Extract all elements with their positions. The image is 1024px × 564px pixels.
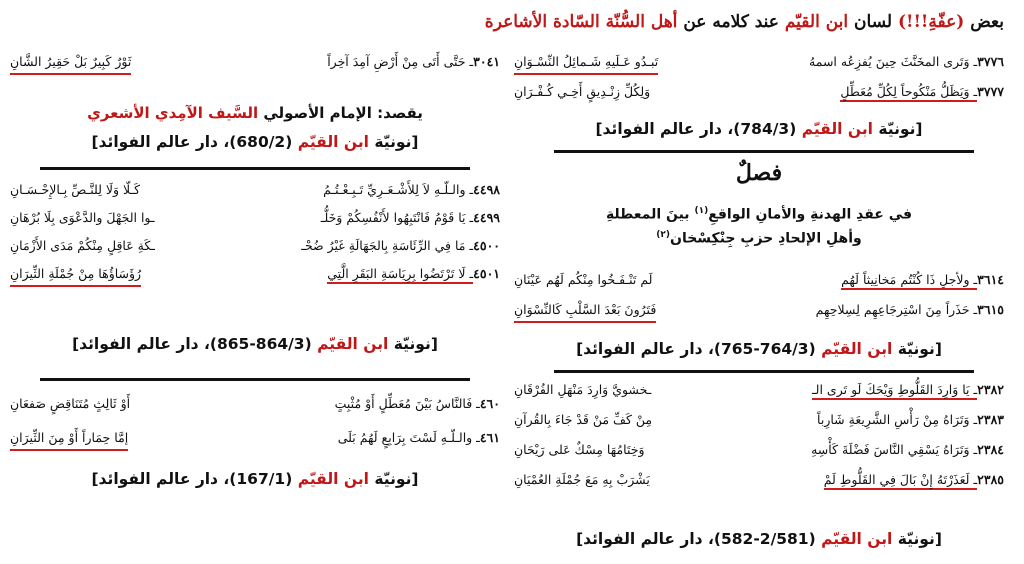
verse-block-left-mid (10, 180, 500, 286)
source-reference: [نونيّة ابن القيّم (864/3-865)، دار عالم الفوائد] (72, 335, 438, 353)
source-reference: [نونيّة ابن القيّم (784/3)، دار عالم الفوائد] (595, 120, 923, 138)
verse-first-half: ـ وَتَرَاهُ مِنْ رَأْسِ الشَّرِيعَةِ شَارِباً (817, 412, 978, 427)
chapter-title-line-2: وأهلِ الإلحادِ حزبِ جِنْكِسْخان$^{(٢)}$ (656, 230, 862, 247)
verse-row (514, 410, 1004, 432)
verse-row (10, 180, 500, 202)
verse-block-left-top (10, 52, 500, 74)
verse-row (10, 394, 500, 416)
verse-second-half: لَم تَنْـفَـخُوا مِنْكُم لَهُم عَيْنَانِ (514, 272, 653, 287)
verse-second-half: وَخِتَامُهَا مِسْكٌ عَلى رَيْحَانِ (514, 442, 645, 457)
verse-row (10, 428, 500, 450)
verse-row (10, 236, 500, 258)
footnote-marker: (٢) (656, 230, 671, 240)
verse-row (514, 52, 1004, 74)
source-reference: [نونيّة ابن القيّم (764/3-765)، دار عالم الفوائد] (576, 340, 942, 358)
verse-second-half: ثَوْرٌ كَبِيرٌ بَلْ حَقِيرُ الشَّانِ (10, 52, 131, 75)
section-divider (554, 370, 974, 373)
verse-first-half: ـ والـلّـهِ لَسْتَ بِرَابِعٍ لَهُمُ بَلَى (337, 430, 480, 445)
verse-row (10, 208, 500, 230)
verse-second-half: مِنْ كَفِّ مَنْ قَدْ جَاءَ بِالقُرآنِ (514, 412, 653, 427)
verse-number: ٢٣٨٣ (977, 412, 1004, 427)
section-divider (40, 167, 470, 170)
verse-row (514, 440, 1004, 462)
title-part: عند كلامه عن (677, 12, 785, 32)
source-reference: [نونيّة ابن القيّم (680/2)، دار عالم الفوائد] (91, 133, 419, 151)
verse-first-half: ـ وَيَظَلُّ مَنْكُوحاً لِكُلِّ مُعَطِّلٍ (840, 84, 977, 102)
verse-number: ٢٣٨٤ (977, 442, 1004, 457)
title-emphasis: (عفّةِ!!!) (897, 12, 965, 32)
verse-first-half: ـ وَتَرَاهُ يَسْقِي النَّاسَ فَضْلَةَ كَأْسِهِ (811, 442, 978, 457)
verse-second-half: كَـلّا وَلَا لِلنَّـصِّ بِـالإِحْـسَـانِ (10, 182, 141, 197)
verse-second-half: يَشْرَبْ بِهِ مَعَ جُمْلَةِ العُمْيَانِ (514, 472, 650, 487)
title-part: بعض (964, 12, 1004, 32)
verse-first-half: ـ يَا وَارِدَ القَلُّوطِ وَيْحَكَ لَو تَرى الـ (812, 382, 977, 400)
verse-second-half: وَلِكُلِّ زِنْـدِيقٍ أَخِـي كُـفْـرَانِ (514, 84, 651, 99)
section-heading: فصلٌ (735, 160, 783, 186)
chapter-title-line-1: في عقدِ الهدنةِ والأمانِ الواقعِ$^{(١)}$ بينَ المعطلةِ (605, 206, 913, 223)
verse-second-half: أَوْ ثَالِثٍ مُتَنَاقِضٍ صَفعَانِ (10, 396, 131, 411)
verse-second-half: رُؤَسَاؤُهَا مِنْ جُمْلَةِ الثِّيرَانِ (10, 264, 141, 287)
verse-second-half: ـوا الجَهْلَ والدَّعْوَى بِلَا بُرْهَانِ (10, 210, 155, 225)
verse-first-half: ـ ولأجلِ ذَا كُنْتُم مَخانِيثاً لَهُم (841, 272, 977, 290)
title-author: ابن القيّم (784, 12, 849, 32)
verse-number: ٣٠٤١ (473, 54, 500, 69)
verse-first-half: ـ حَذَراً مِنَ اسْتِرجَاعِهِم لِسِلاحِهِم (815, 302, 978, 317)
verse-block-right-top (514, 52, 1004, 104)
verse-first-half: ـ والـلّـهِ لاَ لِلأَشْـعَـرِيِّ تَـبِـعْـتُـمُ (323, 182, 474, 197)
section-divider (554, 150, 974, 153)
title-part: لسان (848, 12, 898, 32)
verse-number: ٤٥٠٠ (473, 238, 500, 253)
verse-first-half: ـ مَا فِي الرِّئَاسَةِ بِالجَهَالَةِ غَيْرُ ضُحْـ (301, 238, 474, 253)
verse-number: ٤٤٩٩ (473, 210, 500, 225)
verse-number: ٣٦١٤ (977, 272, 1004, 287)
source-reference: [نونيّة ابن القيّم (167/1)، دار عالم الفوائد] (91, 470, 419, 488)
verse-number: ٢٣٨٥ (977, 472, 1004, 487)
intended-person-name: السَّيف الآمِدي الأشعري (87, 104, 259, 122)
verse-number: ٤٤٩٨ (473, 182, 500, 197)
intended-person-note: يقصد: الإمام الأصولي السَّيف الآمِدي الأشعري (87, 104, 423, 122)
verse-row (514, 270, 1004, 292)
verse-second-half: إمَّا حِمَاراً أَوْ مِنَ الثِّيرَانِ (10, 428, 128, 451)
verse-row (514, 380, 1004, 402)
verse-block-left-bottom (10, 394, 500, 450)
verse-block-right-bottom (514, 380, 1004, 492)
verse-first-half: ـ حَتَّى أَتَى مِنْ أَرْضِ آمِدَ آخِراً (327, 54, 474, 69)
verse-block-fasl (514, 270, 1004, 322)
title-subject: أهل السُّنّة السّادة الأشاعرة (484, 12, 678, 32)
verse-number: ٤٦١ (479, 430, 500, 445)
page-title (284, 12, 1004, 32)
verse-second-half: ـخشويَّ وَارِدَ مَنْهَلِ الفُرْقَانِ (514, 382, 652, 397)
verse-second-half: ـكَةِ عَاقِلٍ مِنْكُمْ مَدَى الأَزْمَانِ (10, 238, 155, 253)
verse-number: ٣٧٧٧ (977, 84, 1004, 99)
verse-row (514, 82, 1004, 104)
source-reference: [نونيّة ابن القيّم (2/581-582)، دار عالم الفوائد] (576, 530, 942, 548)
verse-second-half: فَتَرُونَ بَعْدَ السَّلْبِ كَالنِّسْوَانِ (514, 300, 656, 323)
verse-first-half: ـ فَالنَّاسُ بَيْنَ مُعَطِّلٍ أَوْ مُثْبِتٍ (334, 396, 480, 411)
verse-first-half: ـ لَا تَرْتَضُوا بِرِيَاسَةِ البَقَرِ الَّتِي (327, 266, 473, 284)
section-divider (40, 378, 470, 381)
verse-row (514, 300, 1004, 322)
verse-row (10, 52, 500, 74)
verse-row (10, 264, 500, 286)
verse-first-half: ـ لَعَذَرْتَهُ إِنْ بَالَ فِي القَلُّوطِ لَمْ (824, 472, 977, 490)
verse-row (514, 470, 1004, 492)
verse-number: ٤٥٠١ (473, 266, 500, 281)
footnote-marker: (١) (694, 206, 709, 216)
verse-first-half: ـ يَا قَوْمُ فَانْتَبِهُوا لأَنْفُسِكُمْ وَخَلُّـ (320, 210, 474, 225)
verse-first-half: ـ وَتَرى المخَنَّثَ حِينَ يُفزِعُه اسمهُ (809, 54, 978, 69)
verse-second-half: تَبـدُو عَـلَيهِ شَـمائِلُ النِّسْـوَانِ (514, 52, 658, 75)
verse-number: ٢٣٨٢ (977, 382, 1004, 397)
verse-number: ٣٦١٥ (977, 302, 1004, 317)
verse-number: ٣٧٧٦ (977, 54, 1004, 69)
verse-number: ٤٦٠ (479, 396, 500, 411)
